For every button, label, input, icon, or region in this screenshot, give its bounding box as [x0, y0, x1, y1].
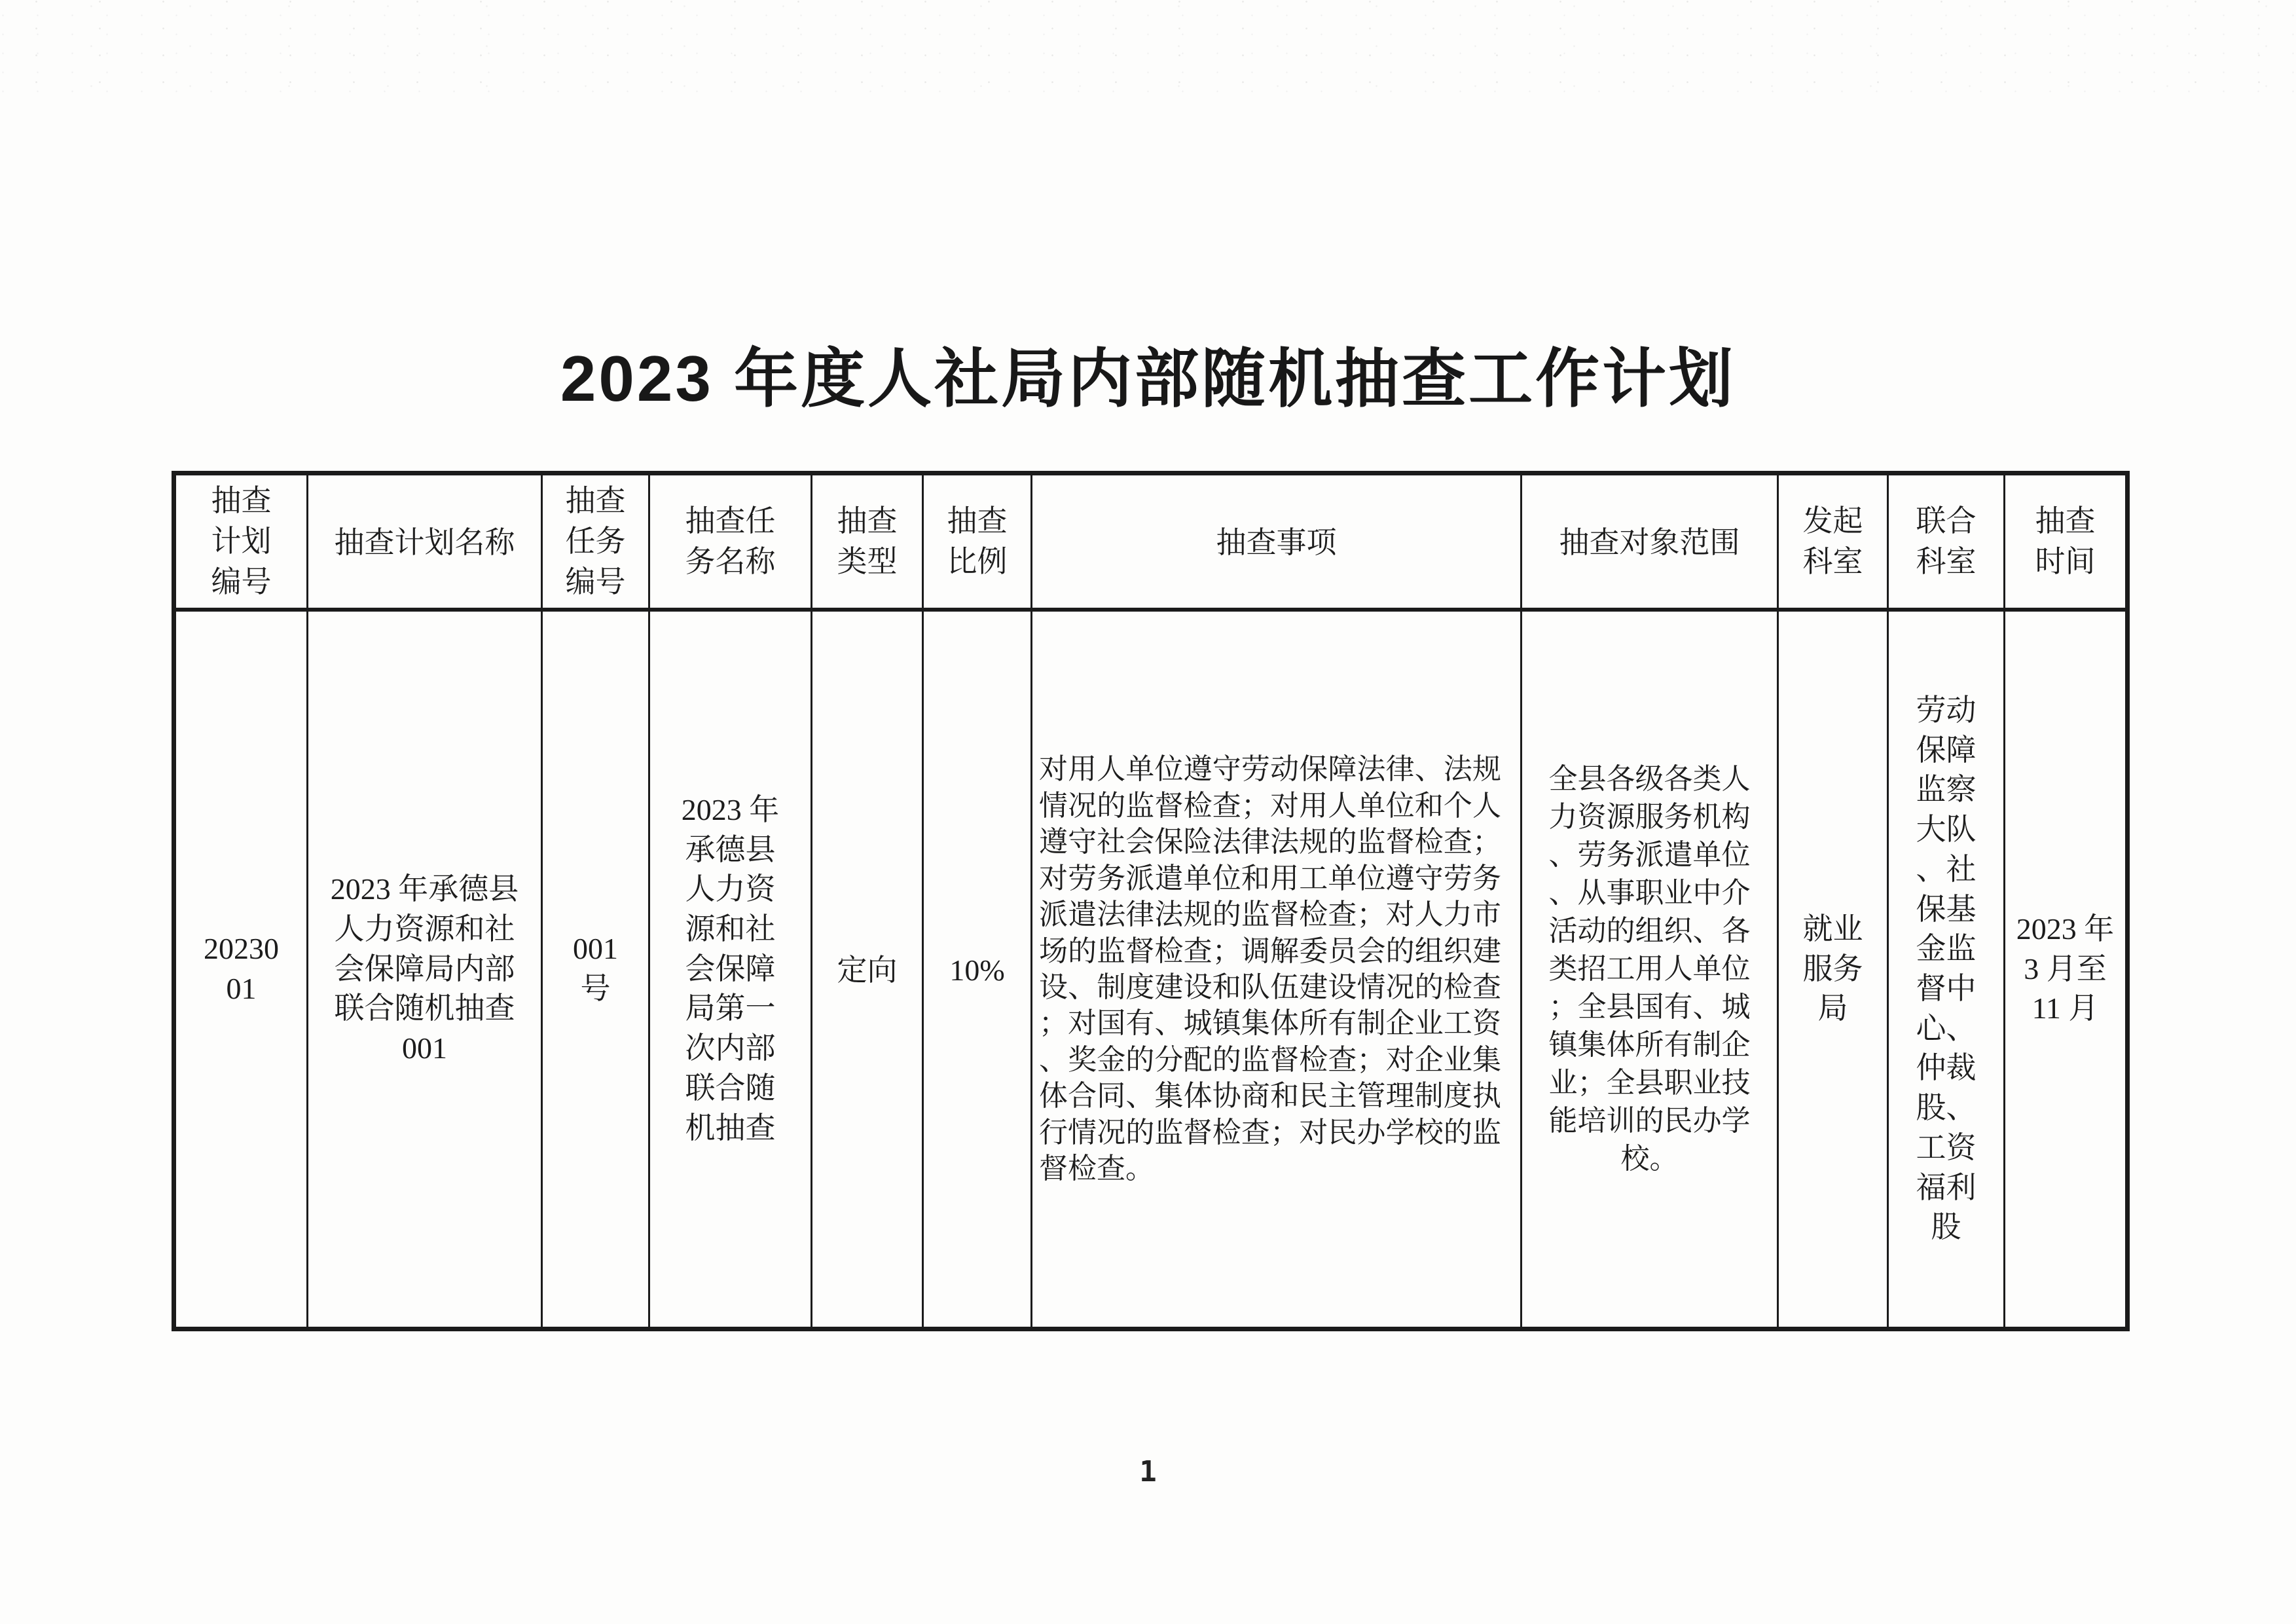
column-header-time — [2005, 473, 2128, 610]
page-number: 1 — [1139, 1455, 1157, 1488]
table-row — [174, 610, 2128, 1329]
document-title: 2023 年度人社局内部随机抽查工作计划 — [560, 342, 1736, 415]
column-header-label: 抽查事项 — [1216, 526, 1337, 560]
column-header-joint-offices — [1888, 473, 2005, 610]
inspection-plan-table — [172, 471, 2130, 1331]
scan-noise-artifact — [0, 0, 2296, 98]
column-header-initiating-office — [1778, 473, 1888, 610]
items-cell — [1032, 610, 1522, 1329]
type-cell — [812, 610, 923, 1329]
column-header-task-number — [542, 473, 649, 610]
time-cell — [2005, 610, 2128, 1329]
column-header-label: 联合科室 — [1916, 504, 1977, 579]
target-scope-cell — [1522, 610, 1778, 1329]
column-header-plan-number — [174, 473, 308, 610]
column-header-label: 抽查计划编号 — [211, 484, 272, 599]
column-header-label: 抽查类型 — [837, 504, 898, 579]
plan-name-cell — [308, 610, 542, 1329]
column-header-label: 抽查计划名称 — [334, 526, 515, 560]
ratio-cell — [923, 610, 1032, 1329]
joint-offices-value: 劳动保障监察大队、社保基金监督中心、仲裁股、工资福利股 — [1916, 693, 1977, 1244]
time-value: 2023 年 3 月至 11 月 — [2016, 912, 2115, 1025]
task-number-value: 001 号 — [573, 932, 618, 1006]
plan-name-value: 2023 年承德县人力资源和社会保障局内部联合随机抽查 001 — [330, 872, 519, 1065]
plan-number-cell — [174, 610, 308, 1329]
table-header-row — [174, 473, 2128, 610]
column-header-label: 发起科室 — [1802, 504, 1863, 579]
column-header-type — [812, 473, 923, 610]
ratio-value: 10% — [949, 953, 1005, 987]
column-header-plan-name — [308, 473, 542, 610]
column-header-ratio — [923, 473, 1032, 610]
column-header-label: 抽查比例 — [947, 504, 1008, 579]
column-header-target-scope — [1522, 473, 1778, 610]
column-header-task-name — [649, 473, 812, 610]
initiating-office-value: 就业服务局 — [1802, 912, 1863, 1025]
column-header-label: 抽查任务编号 — [565, 484, 626, 599]
task-number-cell — [542, 610, 649, 1329]
joint-offices-cell — [1888, 610, 2005, 1329]
type-value: 定向 — [837, 953, 898, 987]
column-header-items — [1032, 473, 1522, 610]
task-name-cell — [649, 610, 812, 1329]
column-header-label: 抽查任务名称 — [685, 504, 776, 579]
column-header-label: 抽查对象范围 — [1559, 526, 1740, 560]
target-scope-value: 全县各级各类人力资源服务机构、劳务派遣单位、从事职业中介活动的组织、各类招工用人单位；全县国有、城镇集体所有制企业；全县职业技能培训的民办学校。 — [1548, 762, 1751, 1175]
initiating-office-cell — [1778, 610, 1888, 1329]
column-header-label: 抽查时间 — [2035, 504, 2096, 579]
items-value: 对用人单位遵守劳动保障法律、法规情况的监督检查；对用人单位和个人遵守社会保险法律法规的监督检查；对劳务派遣单位和用工单位遵守劳务派遣法律法规的监督检查；对人力市场的监督检查；调解委员会的组织建设、制度建设和队伍建设情况的检查；对国有、城镇集体所有制企业工资、奖金的分配的监督检查；对企业集体合同、集体协商和民主管理制度执行情况的监督检查；对民办学校的监督检查。 — [1039, 753, 1501, 1185]
plan-number-value: 2023001 — [204, 932, 279, 1006]
task-name-value: 2023 年承德县人力资源和社会保障局第一次内部联合随机抽查 — [681, 792, 780, 1145]
